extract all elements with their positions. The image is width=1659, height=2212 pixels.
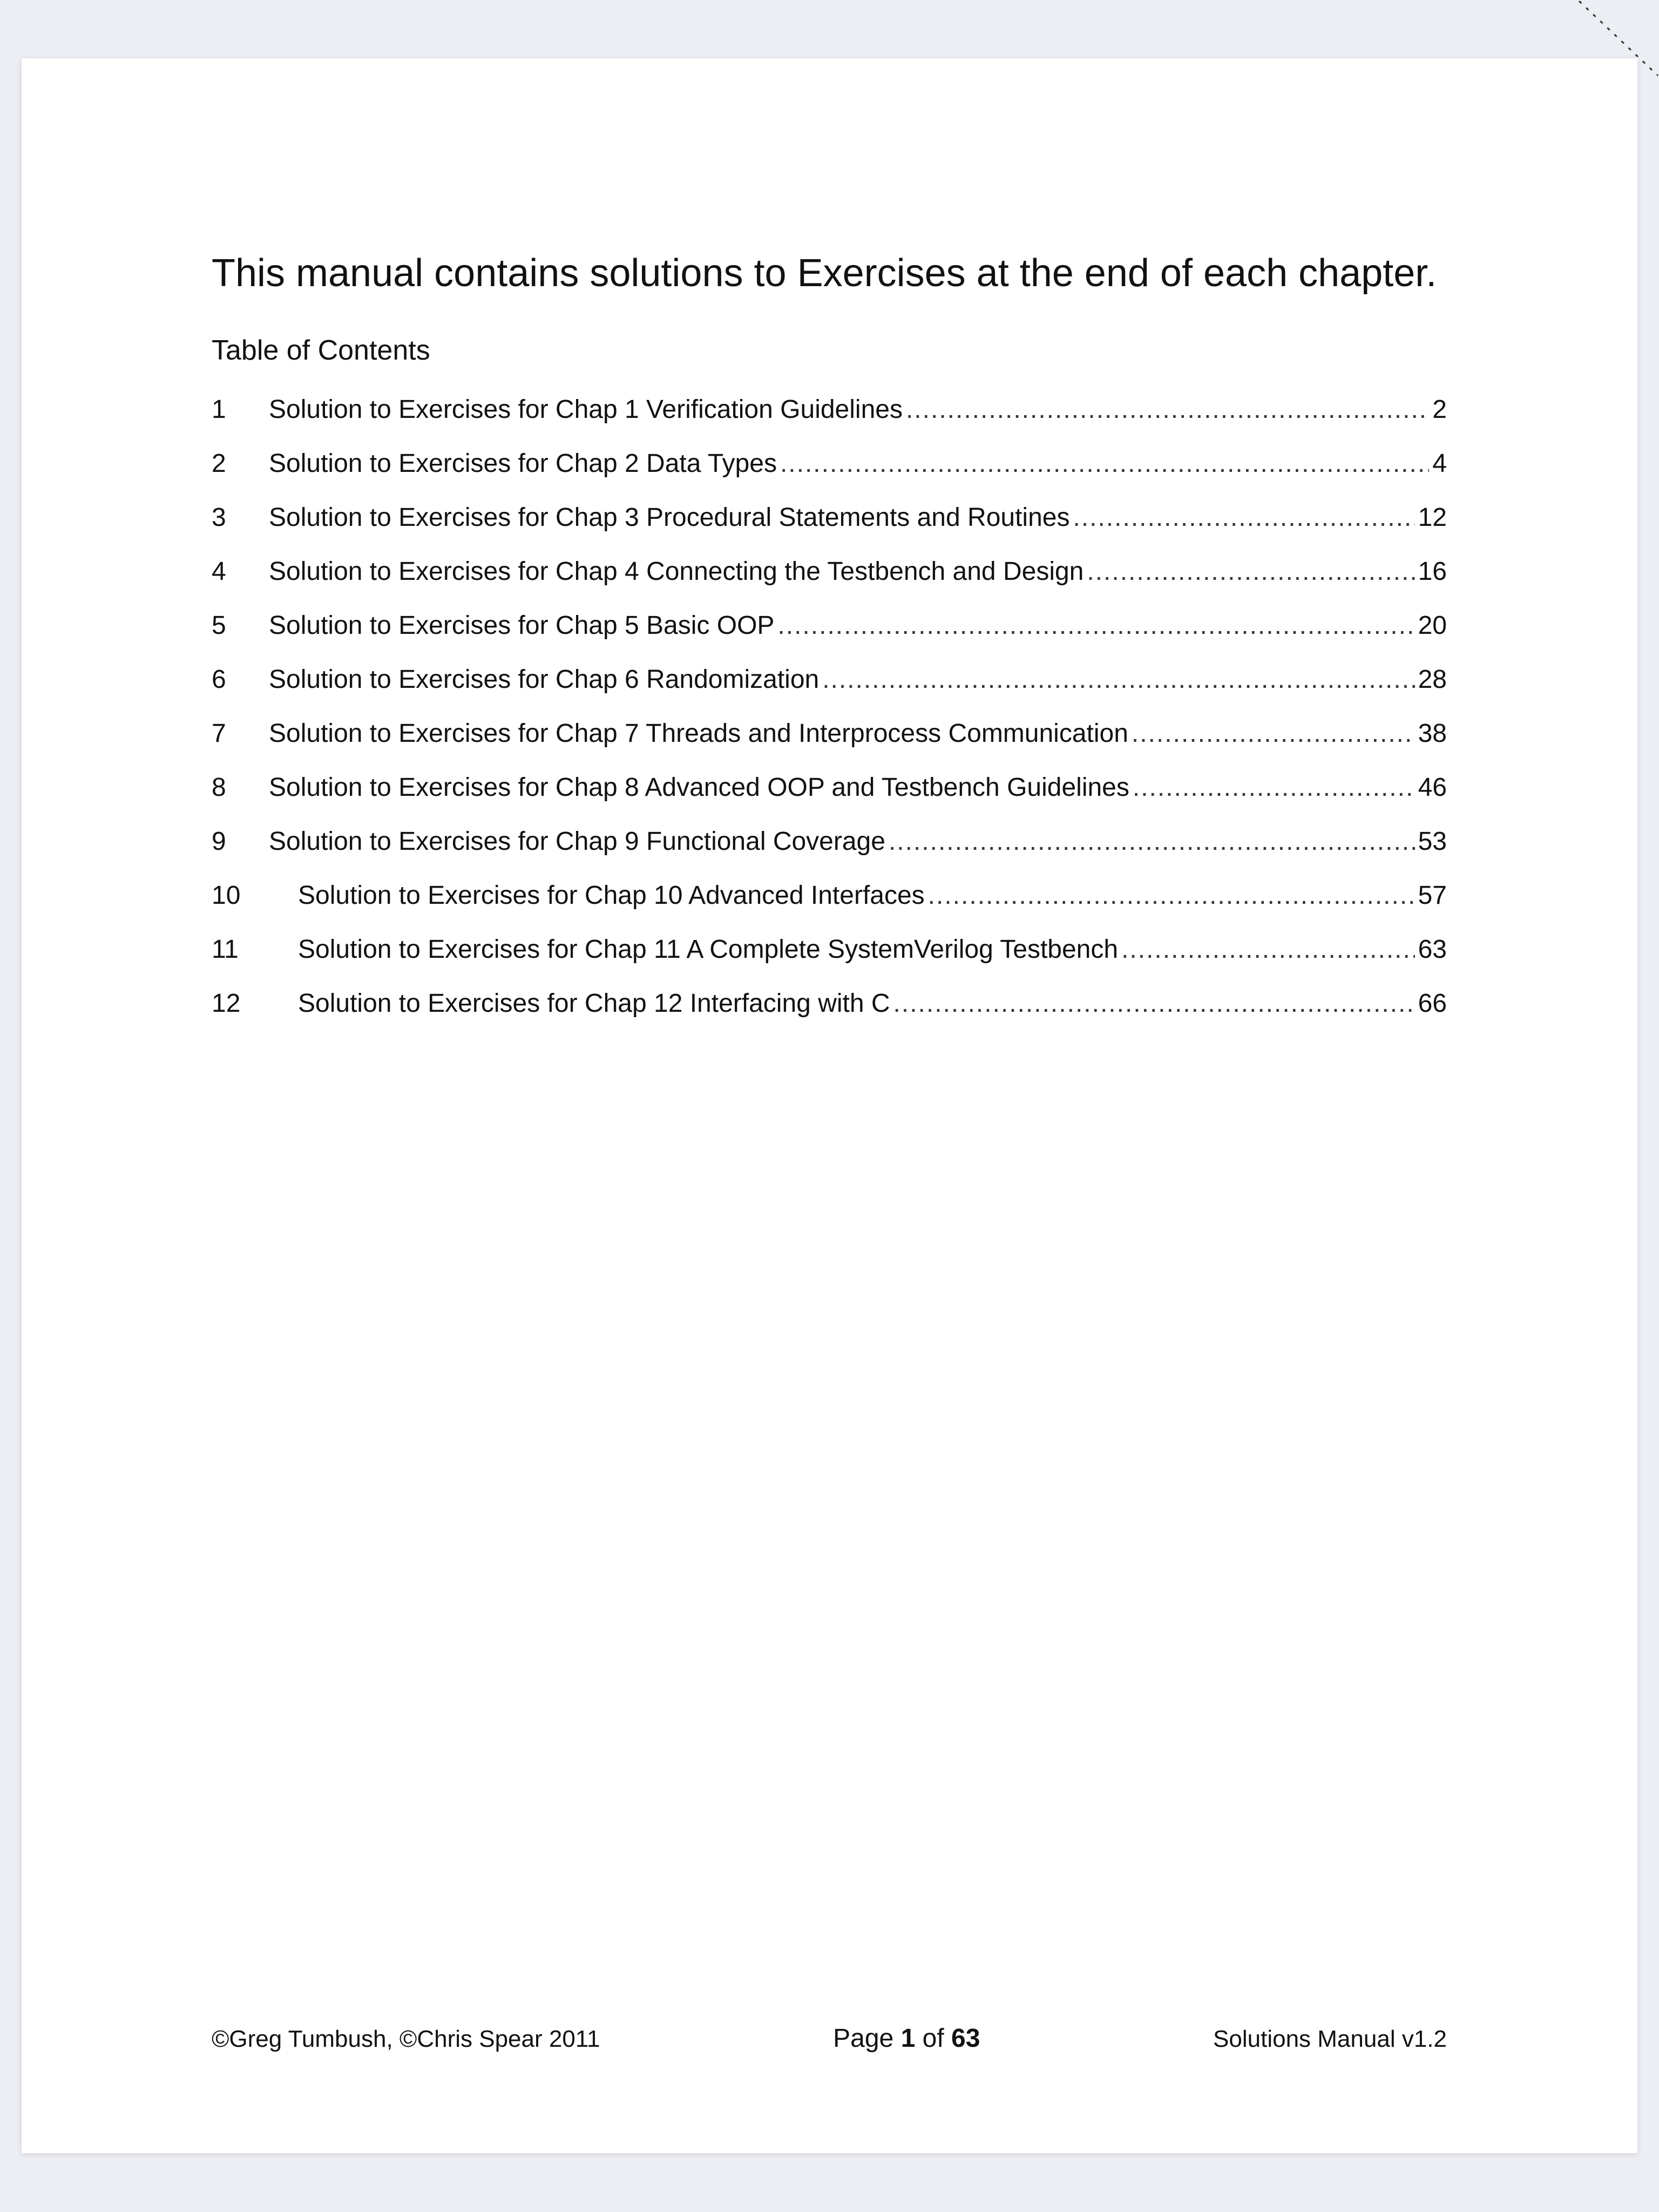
toc-entry[interactable] [212, 773, 1447, 827]
toc-entry[interactable] [212, 827, 1447, 881]
toc-dot-leader [1087, 557, 1414, 586]
toc-dot-leader [822, 665, 1414, 694]
toc-entry-page: 66 [1418, 989, 1447, 1018]
toc-entry-page: 16 [1418, 557, 1447, 586]
toc-entry-number: 3 [212, 503, 226, 532]
footer-version: Solutions Manual v1.2 [1213, 2026, 1447, 2052]
toc-dot-leader [889, 827, 1415, 856]
toc-entry-number: 9 [212, 827, 226, 856]
document-page [22, 58, 1637, 2153]
toc-entry-title: Solution to Exercises for Chap 5 Basic OOP [269, 611, 775, 640]
toc-entry[interactable] [212, 719, 1447, 773]
footer-page-prefix: Page [833, 2024, 894, 2053]
toc-entry-title: Solution to Exercises for Chap 2 Data Types [269, 449, 777, 478]
toc-entry-page: 28 [1418, 665, 1447, 694]
toc-entry-number: 5 [212, 611, 226, 640]
toc-entry[interactable] [212, 557, 1447, 611]
toc-entry-page: 4 [1432, 449, 1447, 478]
toc-dot-leader [893, 989, 1415, 1018]
toc-entry-number: 6 [212, 665, 226, 694]
toc-entry[interactable] [212, 395, 1447, 449]
page-content [212, 250, 1447, 1043]
toc-entry-page: 12 [1418, 503, 1447, 532]
footer-page-current: 1 [900, 2024, 916, 2053]
toc-dot-leader [1132, 719, 1415, 748]
toc-entry-page: 38 [1418, 719, 1447, 748]
toc-entry-title: Solution to Exercises for Chap 4 Connecting the Testbench and Design [269, 557, 1084, 586]
toc-entry-title: Solution to Exercises for Chap 8 Advanced OOP and Testbench Guidelines [269, 773, 1129, 802]
intro-heading: This manual contains solutions to Exercises at the end of each chapter. [212, 252, 1437, 295]
toc-entry-title: Solution to Exercises for Chap 9 Functional Coverage [269, 827, 885, 856]
toc-entry-number: 11 [212, 935, 239, 964]
toc-entry-title: Solution to Exercises for Chap 1 Verification Guidelines [269, 395, 903, 424]
toc-entry-page: 20 [1418, 611, 1447, 640]
toc-entry-page: 63 [1418, 935, 1447, 964]
toc-entry-title: Solution to Exercises for Chap 12 Interfacing with C [298, 989, 890, 1018]
toc-entry-number: 1 [212, 395, 226, 424]
toc-entry-title: Solution to Exercises for Chap 6 Randomization [269, 665, 820, 694]
toc-entry[interactable] [212, 881, 1447, 935]
toc-entry-title: Solution to Exercises for Chap 11 A Complete SystemVerilog Testbench [298, 935, 1119, 964]
footer-copyright: ©Greg Tumbush, ©Chris Spear 2011 [212, 2026, 600, 2052]
toc-entry[interactable] [212, 989, 1447, 1043]
toc-entry[interactable] [212, 611, 1447, 665]
toc-entry-page: 2 [1432, 395, 1447, 424]
toc-dot-leader [1073, 503, 1414, 532]
toc-dot-leader [928, 881, 1415, 910]
toc-entry-page: 53 [1418, 827, 1447, 856]
toc-entry-title: Solution to Exercises for Chap 7 Threads and Interprocess Communication [269, 719, 1128, 748]
toc-dot-leader [780, 449, 1429, 478]
footer-page-total: 63 [951, 2024, 980, 2053]
table-of-contents [212, 395, 1447, 1043]
footer-page-of: of [922, 2024, 944, 2053]
toc-entry-title: Solution to Exercises for Chap 3 Procedural Statements and Routines [269, 503, 1070, 532]
toc-entry-number: 10 [212, 881, 241, 910]
toc-dot-leader [1121, 935, 1415, 964]
toc-dot-leader [906, 395, 1429, 424]
page-footer [212, 2024, 1447, 2053]
toc-entry[interactable] [212, 503, 1447, 557]
toc-dot-leader [777, 611, 1414, 640]
toc-entry-page: 57 [1418, 881, 1447, 910]
toc-entry[interactable] [212, 935, 1447, 989]
toc-entry-number: 2 [212, 449, 226, 478]
toc-entry[interactable] [212, 665, 1447, 719]
toc-entry-page: 46 [1418, 773, 1447, 802]
toc-entry-number: 7 [212, 719, 226, 748]
toc-heading: Table of Contents [212, 335, 430, 367]
toc-entry-number: 4 [212, 557, 226, 586]
toc-entry-title: Solution to Exercises for Chap 10 Advanced Interfaces [298, 881, 925, 910]
toc-dot-leader [1133, 773, 1415, 802]
toc-entry-number: 8 [212, 773, 226, 802]
toc-entry-number: 12 [212, 989, 241, 1018]
toc-entry[interactable] [212, 449, 1447, 503]
footer-page-number [833, 2024, 980, 2053]
